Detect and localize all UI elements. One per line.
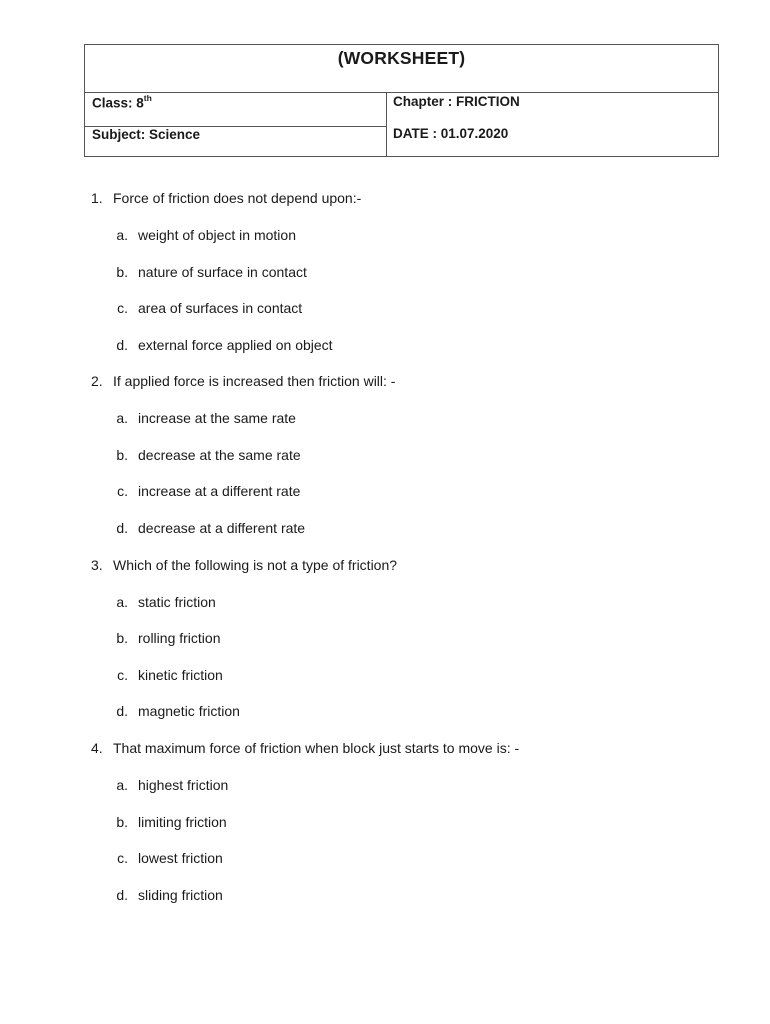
option-text: kinetic friction — [138, 667, 223, 683]
worksheet-header-table — [84, 44, 719, 157]
option-letter: d. — [116, 887, 128, 903]
option-letter: a. — [116, 594, 128, 610]
option-letter: b. — [116, 814, 128, 830]
date-cell — [393, 126, 508, 141]
option-letter: c. — [117, 667, 128, 683]
option-letter: d. — [116, 703, 128, 719]
option-text: nature of surface in contact — [138, 264, 307, 280]
option-text: static friction — [138, 594, 216, 610]
question-text: That maximum force of friction when block just starts to move is: - — [113, 740, 520, 756]
question-number: 1. — [91, 190, 103, 206]
option-letter: a. — [116, 410, 128, 426]
question-number: 4. — [91, 740, 103, 756]
option-letter: c. — [117, 483, 128, 499]
question-number: 3. — [91, 557, 103, 573]
option-text: external force applied on object — [138, 337, 333, 353]
option-letter: a. — [116, 777, 128, 793]
option-text: limiting friction — [138, 814, 227, 830]
option-text: sliding friction — [138, 887, 223, 903]
title-row — [85, 45, 718, 93]
option-text: area of surfaces in contact — [138, 300, 303, 316]
chapter-cell — [393, 94, 520, 109]
class-superscript: th — [143, 93, 152, 103]
option-text: weight of object in motion — [138, 227, 296, 243]
option-text: decrease at a different rate — [138, 520, 306, 536]
option-text: increase at the same rate — [138, 410, 296, 426]
option-text: magnetic friction — [138, 703, 240, 719]
option-text: rolling friction — [138, 630, 221, 646]
class-label: Class: 8 — [92, 95, 144, 111]
question-text: If applied force is increased then friction will: - — [113, 373, 396, 389]
question-number: 2. — [91, 373, 103, 389]
option-letter: c. — [117, 300, 128, 316]
option-letter: b. — [116, 630, 128, 646]
question-text: Which of the following is not a type of friction? — [113, 557, 398, 573]
chapter-label: Chapter : FRICTION — [393, 94, 520, 109]
worksheet-title: (WORKSHEET) — [337, 48, 466, 68]
option-text: increase at a different rate — [138, 483, 301, 499]
subject-label: Subject: Science — [92, 127, 201, 142]
option-letter: d. — [116, 337, 128, 353]
option-letter: b. — [116, 447, 128, 463]
option-letter: c. — [117, 850, 128, 866]
option-text: highest friction — [138, 777, 229, 793]
question-text: Force of friction does not depend upon:- — [113, 190, 362, 206]
date-label: DATE : 01.07.2020 — [393, 126, 509, 141]
option-letter: b. — [116, 264, 128, 280]
option-letter: a. — [116, 227, 128, 243]
option-letter: d. — [116, 520, 128, 536]
table-divider-vertical — [386, 93, 387, 157]
subject-cell — [92, 127, 200, 142]
class-cell — [92, 94, 152, 111]
option-text: lowest friction — [138, 850, 223, 866]
option-text: decrease at the same rate — [138, 447, 301, 463]
